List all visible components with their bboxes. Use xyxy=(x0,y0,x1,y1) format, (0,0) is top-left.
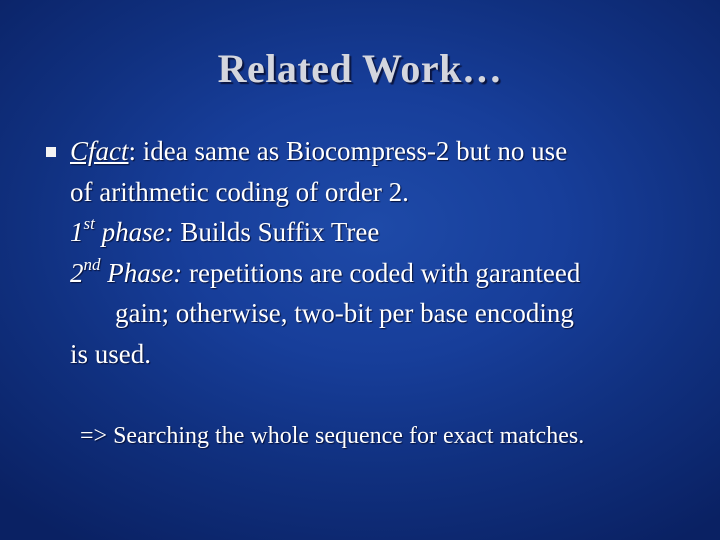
phase-1-line xyxy=(70,212,710,253)
phase-2-continuation: gain; otherwise, two-bit per base encoding xyxy=(115,298,574,328)
term-cfact: Cfact xyxy=(70,136,129,166)
phase-1-number: 1 xyxy=(70,217,84,247)
term-separator: : xyxy=(128,136,137,166)
bullet-line-2: of arithmetic coding of order 2. xyxy=(70,176,409,207)
phase-1-text: Builds Suffix Tree xyxy=(173,217,380,247)
square-bullet-icon xyxy=(46,147,56,157)
phase-2-number: 2 xyxy=(70,257,84,288)
phase-2-label: Phase: xyxy=(100,257,183,288)
conclusion-text: => Searching the whole sequence for exact matches. xyxy=(80,423,585,449)
phase-1-label: phase: xyxy=(94,217,174,247)
slide-title: Related Work… xyxy=(217,46,503,91)
bullet-line-1 xyxy=(70,131,710,172)
phase-2-ordinal: nd xyxy=(83,254,101,274)
phase-2-text: repetitions are coded with garanteed xyxy=(182,257,581,288)
bullet-body xyxy=(70,131,710,374)
bullet-line-1-text: idea same as Biocompress-2 but no use xyxy=(136,136,568,166)
phase-2-line xyxy=(70,253,710,294)
phase-1-ordinal: st xyxy=(83,214,95,233)
phase-2-end: is used. xyxy=(70,338,151,369)
